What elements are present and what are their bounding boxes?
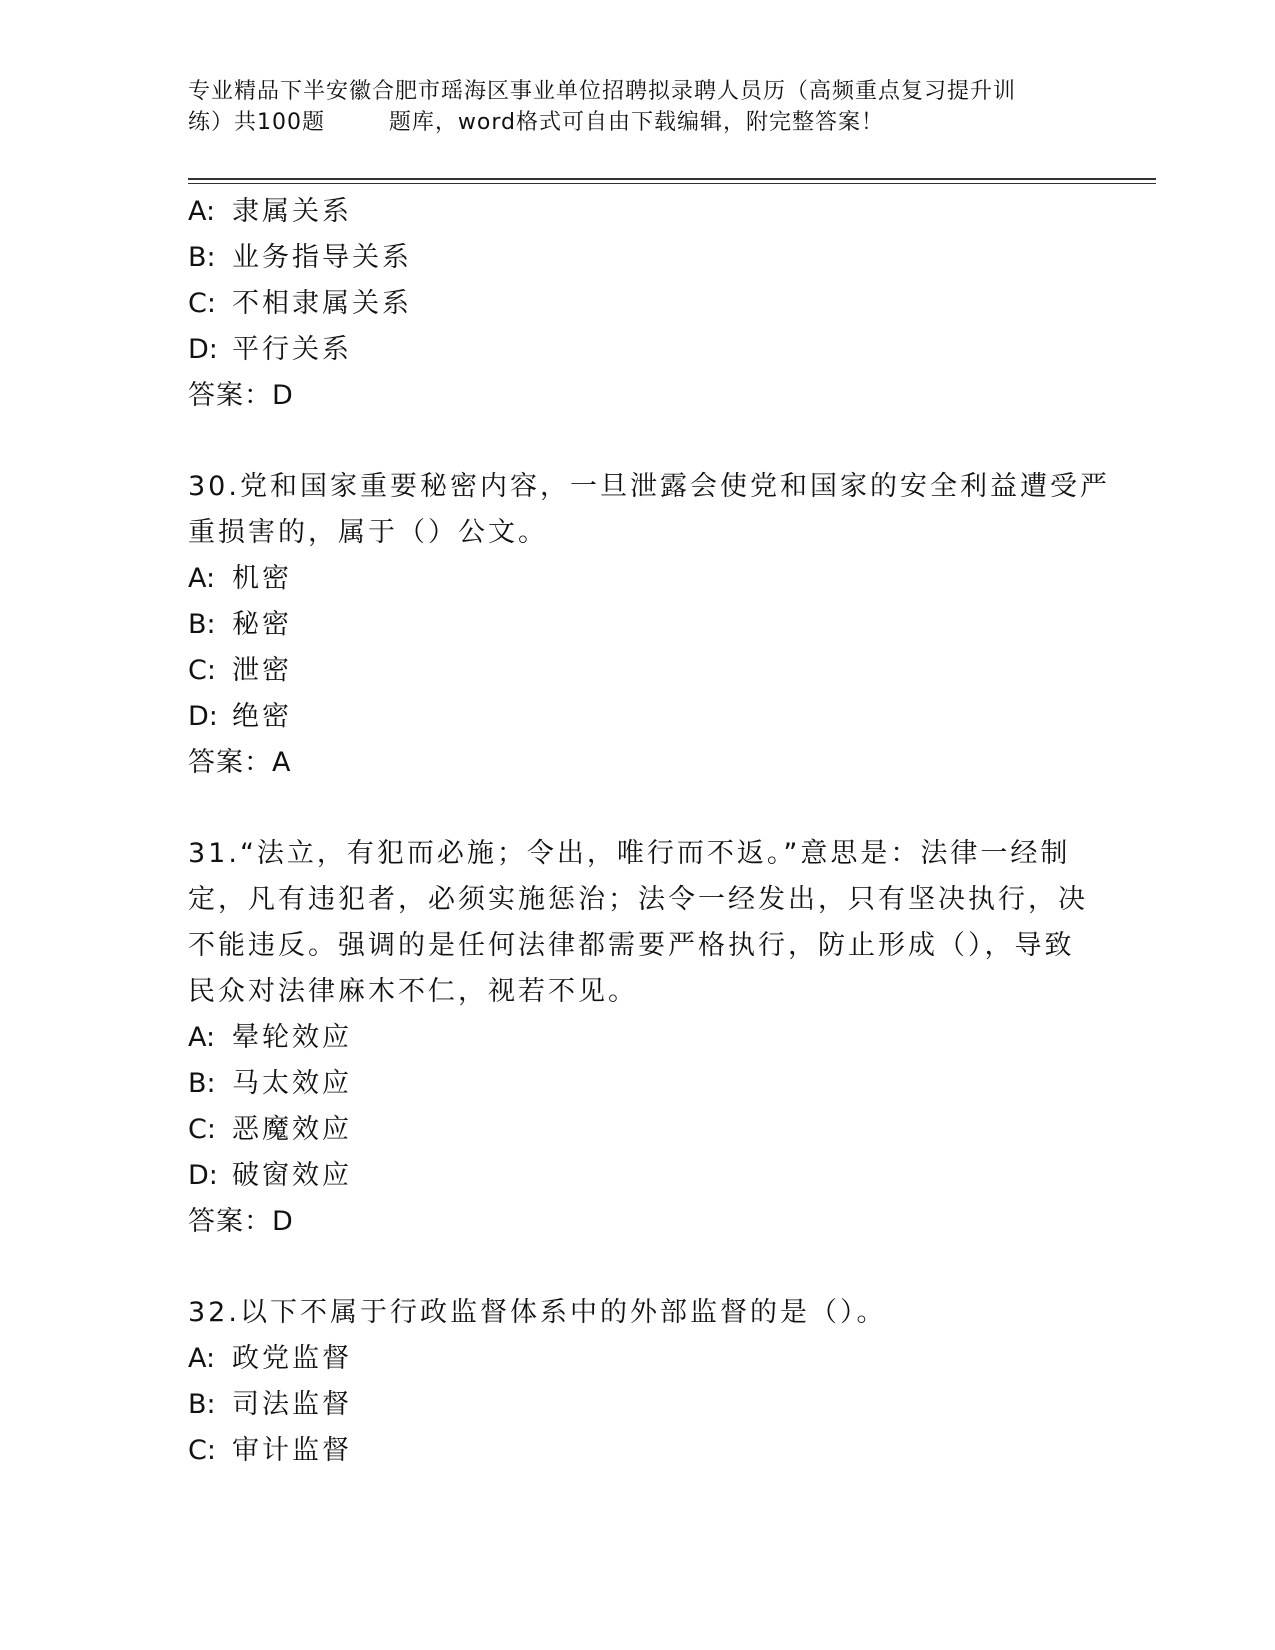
header-line-1: 专业精品下半安徽合肥市瑶海区事业单位招聘拟录聘人员历（高频重点复习提升训 [188,79,1017,104]
question-stem-line: 民众对法律麻木不仁，视若不见。 [188,976,638,1007]
question-content [188,189,1110,1474]
question-stem-line: 重损害的，属于（）公文。 [188,517,548,548]
answer-line: 答案：D [188,380,294,411]
option-c: C: 不相隶属关系 [188,288,412,319]
option-b: B: 秘密 [188,609,292,640]
option-b: B: 业务指导关系 [188,242,412,273]
option-d: D: 破窗效应 [188,1160,352,1191]
option-a: A: 机密 [188,563,292,594]
option-a: A: 政党监督 [188,1343,352,1374]
question-32 [188,1290,1088,1474]
header-divider-thick [188,178,1156,180]
answer-line: 答案：D [188,1206,294,1237]
option-d: D: 绝密 [188,701,292,732]
option-c: C: 泄密 [188,655,292,686]
header-line-2: 练）共100题 题库，word格式可自由下载编辑，附完整答案！ [188,110,885,135]
option-b: B: 马太效应 [188,1068,352,1099]
question-31 [188,831,1088,1245]
option-a: A: 晕轮效应 [188,1022,352,1053]
header-divider-thin [188,183,1156,184]
option-a: A: 隶属关系 [188,196,352,227]
option-c: C: 恶魔效应 [188,1114,352,1145]
question-29-options [188,189,1088,419]
answer-line: 答案：A [188,747,292,778]
question-stem-line: 32.以下不属于行政监督体系中的外部监督的是（）。 [188,1297,887,1328]
question-stem-line: 31.“法立，有犯而必施；令出，唯行而不返。”意思是：法律一经制 [188,838,1071,869]
document-header [188,76,1088,138]
question-stem-line: 定，凡有违犯者，必须实施惩治；法令一经发出，只有坚决执行，决 [188,884,1088,915]
question-stem-line: 不能违反。强调的是任何法律都需要严格执行，防止形成（），导致 [188,930,1075,961]
option-d: D: 平行关系 [188,334,352,365]
question-30 [188,464,1110,786]
option-c: C: 审计监督 [188,1435,352,1466]
question-stem-line: 30.党和国家重要秘密内容，一旦泄露会使党和国家的安全利益遭受严 [188,471,1110,502]
option-b: B: 司法监督 [188,1389,352,1420]
